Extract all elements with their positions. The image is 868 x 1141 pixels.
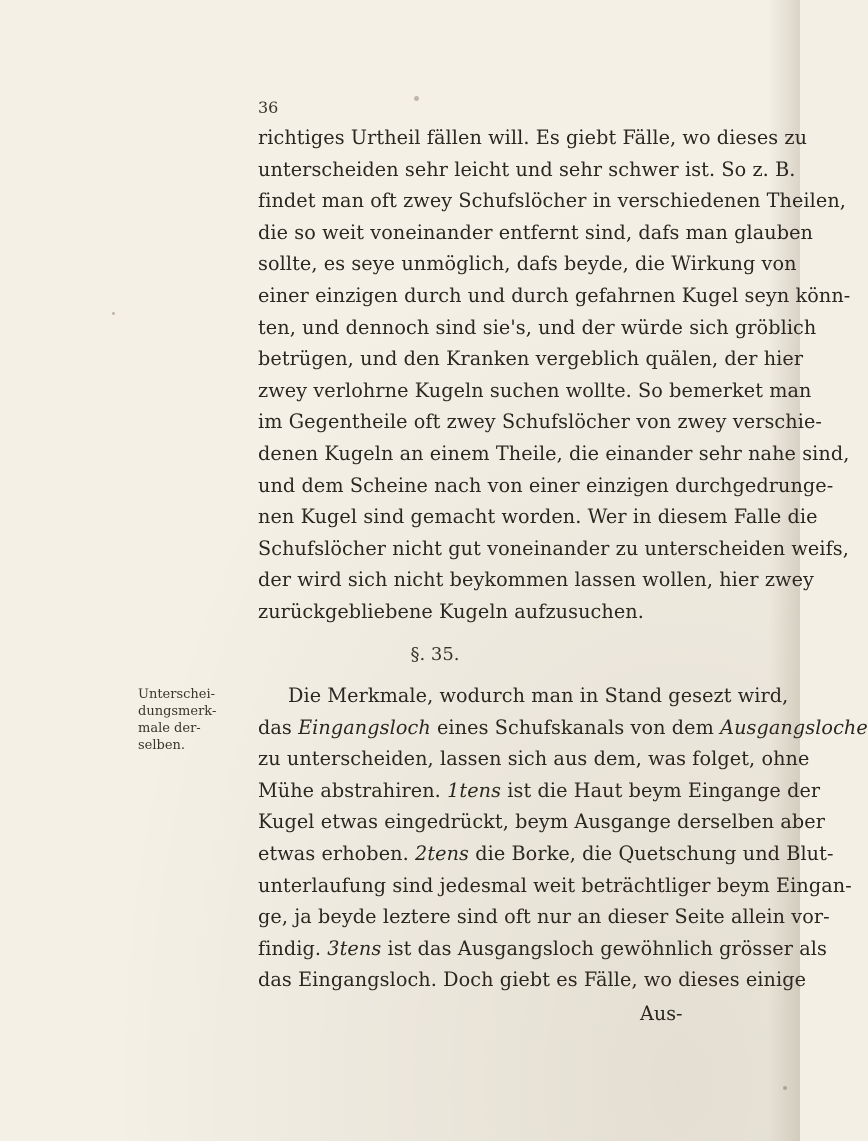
text-line: denen Kugeln an einem Theile, die einander sehr nahe sind,	[258, 441, 850, 465]
text-line: findet man oft zwey Schufslöcher in verschiedenen Theilen,	[258, 189, 847, 213]
text-line: Kugel etwas eingedrückt, beym Ausgange derselben aber	[258, 810, 826, 834]
text-line: findig. 3tens ist das Ausgangsloch gewöhnlich grösser als	[258, 936, 827, 960]
italic-term: Eingangsloch	[298, 715, 431, 739]
margin-note-line: Unterschei-	[138, 687, 216, 702]
text-line: das Eingangsloch. Doch giebt es Fälle, wo dieses einige	[258, 968, 807, 992]
text-line: ten, und dennoch sind sie's, und der würde sich gröblich	[258, 315, 817, 339]
margin-note-line: selben.	[138, 738, 186, 753]
margin-note-line: male der-	[138, 721, 201, 736]
text-line: zu unterscheiden, lassen sich aus dem, was folget, ohne	[258, 747, 810, 771]
italic-term: Ausgangsloche	[720, 715, 868, 739]
text-line: etwas erhoben. 2tens die Borke, die Quetschung und Blut-	[258, 841, 834, 865]
paper-spot	[112, 312, 115, 315]
paragraph-2	[258, 680, 868, 996]
text-line: unterscheiden sehr leicht und sehr schwer ist. So z. B.	[258, 157, 796, 181]
text-line: und dem Scheine nach von einer einzigen durchgedrunge-	[258, 473, 834, 497]
text-line: zurückgebliebene Kugeln aufzusuchen.	[258, 599, 644, 623]
italic-ordinal: 1tens	[447, 778, 502, 802]
text-line: sollte, es seye unmöglich, dafs beyde, die Wirkung von	[258, 252, 797, 276]
italic-ordinal: 2tens	[415, 841, 469, 865]
text-line: Mühe abstrahiren. 1tens ist die Haut beym Eingange der	[258, 778, 821, 802]
text-line: einer einzigen durch und durch gefahrnen Kugel seyn könn-	[258, 283, 851, 307]
text-line: nen Kugel sind gemacht worden. Wer in diesem Falle die	[258, 505, 818, 529]
text-line: zwey verlohrne Kugeln suchen wollte. So bemerket man	[258, 378, 812, 402]
margin-note-line: dungsmerk-	[138, 704, 217, 719]
paper-spot	[414, 96, 419, 101]
text-line: das Eingangsloch eines Schufskanals von dem Ausgangsloche	[258, 715, 868, 739]
text-line: richtiges Urtheil fällen will. Es giebt Fälle, wo dieses zu	[258, 126, 808, 149]
page-number: 36	[258, 98, 279, 117]
paragraph-1	[258, 122, 851, 628]
catchword: Aus-	[640, 1002, 683, 1025]
paper-spot	[783, 1086, 787, 1090]
text-line: ge, ja beyde leztere sind oft nur an dieser Seite allein vor-	[258, 905, 830, 929]
section-heading: §. 35.	[410, 644, 460, 665]
text-line: unterlaufung sind jedesmal weit beträchtliger beym Eingan-	[258, 873, 852, 897]
text-line: im Gegentheile oft zwey Schufslöcher von zwey verschie-	[258, 410, 822, 434]
text-line: der wird sich nicht beykommen lassen wollen, hier zwey	[258, 568, 814, 592]
text-line: die so weit voneinander entfernt sind, dafs man glauben	[258, 220, 814, 244]
text-line: Schufslöcher nicht gut voneinander zu unterscheiden weifs,	[258, 536, 849, 560]
margin-note	[138, 686, 238, 754]
italic-ordinal: 3tens	[327, 936, 382, 960]
text-line: betrügen, und den Kranken vergeblich quälen, der hier	[258, 347, 804, 371]
text-line: Die Merkmale, wodurch man in Stand gesezt wird,	[288, 684, 789, 707]
